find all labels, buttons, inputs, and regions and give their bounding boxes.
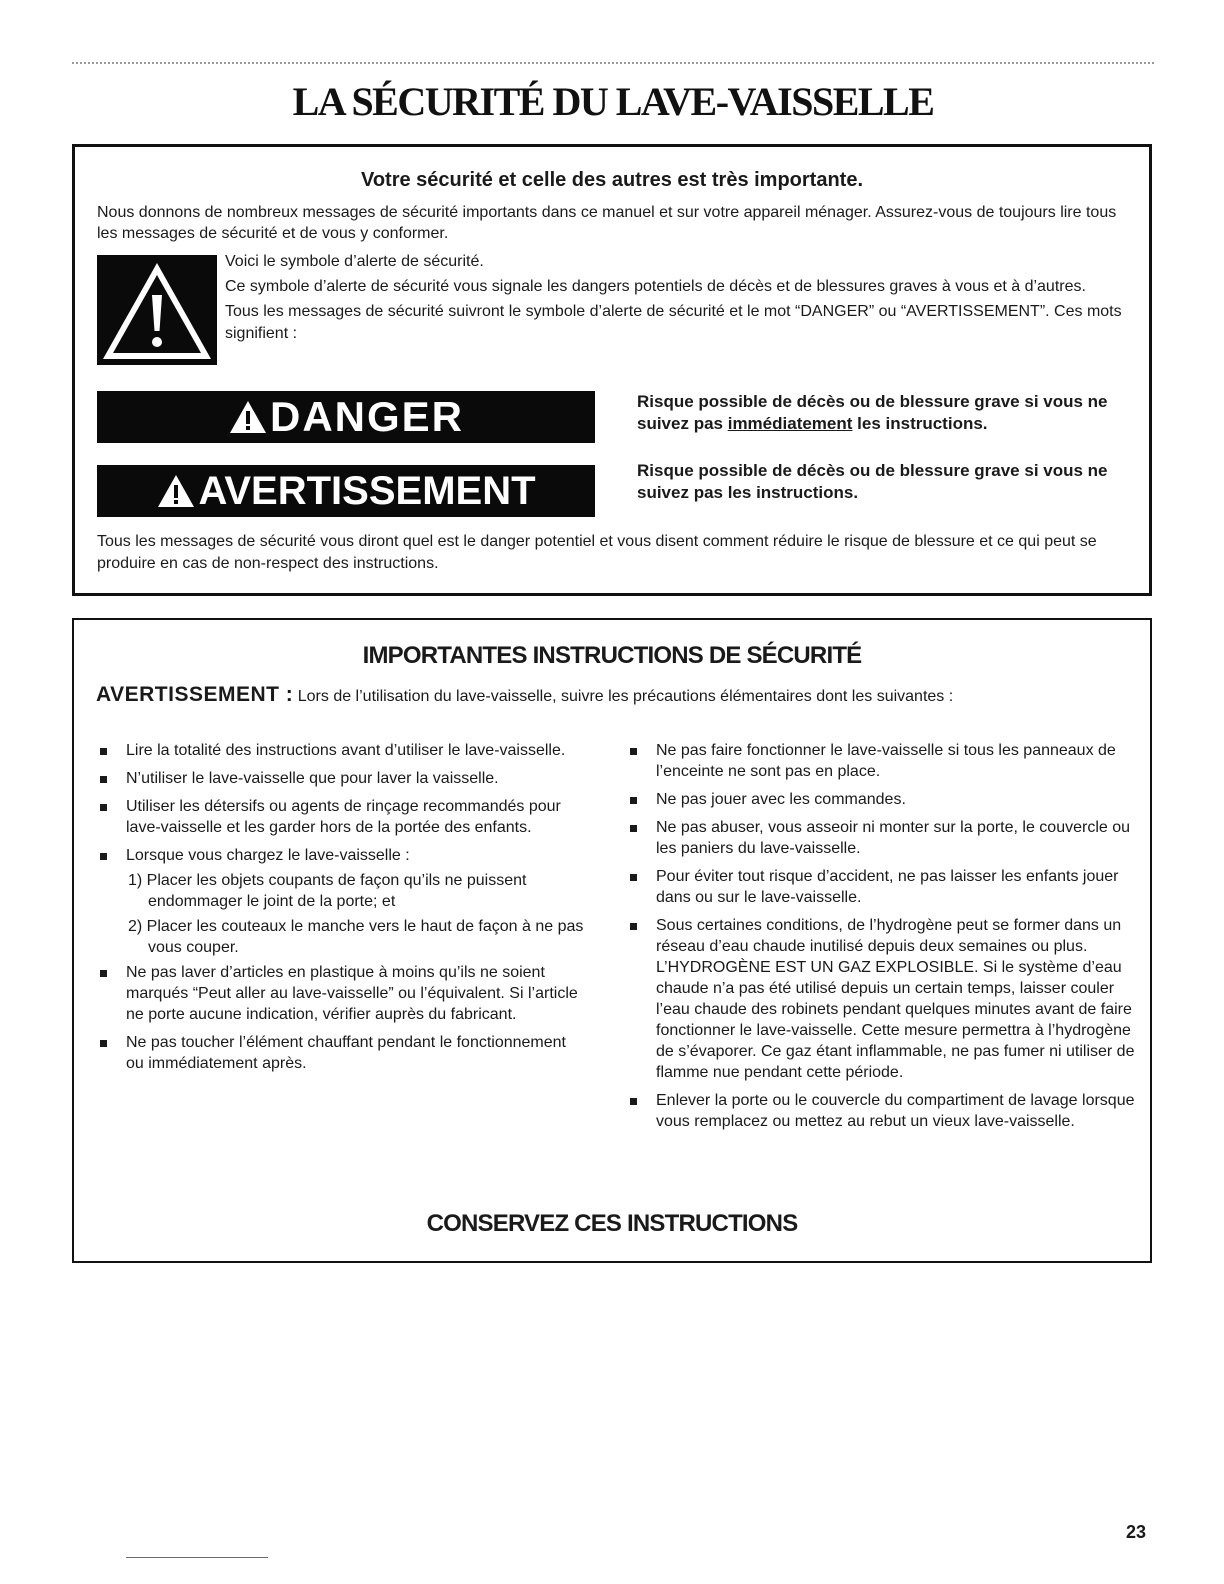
list-item: Ne pas jouer avec les commandes. (626, 789, 1136, 810)
closing-heading: CONSERVEZ CES INSTRUCTIONS (426, 1210, 798, 1237)
safety-subtitle: Votre sécurité et celle des autres est très importante. (360, 169, 864, 191)
danger-desc-text: Risque possible de décès ou de blessure grave si vous ne suivez pas (637, 392, 1108, 433)
instructions-title: IMPORTANTES INSTRUCTIONS DE SÉCURITÉ (362, 642, 862, 669)
list-item: Lorsque vous chargez le lave-vaisselle : (96, 845, 586, 866)
list-item: Ne pas laver d’articles en plastique à moins qu’ils ne soient marqués “Peut aller au lave-vaisselle” ou l’équivalent. Si l’article ne porte aucune indication, vérifier auprès du fabricant. (96, 962, 586, 1025)
lead-text: Lors de l’utilisation du lave-vaisselle, suivre les précautions élémentaires dont les suivantes : (293, 688, 954, 705)
list-item: Pour éviter tout risque d’accident, ne pas laisser les enfants jouer dans ou sur le lave-vaisselle. (626, 866, 1136, 908)
list-item: Ne pas abuser, vous asseoir ni monter sur la porte, le couvercle ou les paniers du lave-vaisselle. (626, 817, 1136, 859)
list-item: Lire la totalité des instructions avant d’utiliser le lave-vaisselle. (96, 740, 586, 761)
warning-label: AVERTISSEMENT (198, 468, 536, 513)
sub-list-item: 1) Placer les objets coupants de façon qu’ils ne puissent endommager le joint de la porte; et (128, 872, 527, 910)
list-item: Ne pas faire fonctionner le lave-vaisselle si tous les panneaux de l’enceinte ne sont pas en place. (626, 740, 1136, 782)
symbol-line: Tous les messages de sécurité suivront le symbole d’alerte de sécurité et le mot “DANGER” ou “AVERTISSEMENT”. Ces mots signifient : (225, 303, 1122, 342)
list-item: Utiliser les détersifs ou agents de rinçage recommandés pour lave-vaisselle et les garder hors de la portée des enfants. (96, 796, 586, 838)
symbol-explanation (225, 251, 1135, 348)
warning-description: Risque possible de décès ou de blessure grave si vous ne suivez pas les instructions. (637, 461, 1108, 502)
instructions-right-column (626, 740, 1136, 1139)
warning-triangle-icon (97, 255, 217, 365)
symbol-line: Ce symbole d’alerte de sécurité vous signale les dangers potentiels de décès et de blessures graves à vous et à d’autres. (225, 278, 1086, 295)
list-item: Enlever la porte ou le couvercle du compartiment de lavage lorsque vous remplacez ou mettez au rebut un vieux lave-vaisselle. (626, 1090, 1136, 1132)
footer-rule (126, 1557, 268, 1558)
danger-desc-text: les instructions. (852, 414, 988, 433)
safety-intro-text: Nous donnons de nombreux messages de sécurité importants dans ce manuel et sur votre appareil ménager. Assurez-vous de toujours lire tous les messages de sécurité et de vous y conformer. (97, 204, 1117, 242)
danger-description (637, 391, 1147, 435)
danger-signal-bar (97, 391, 595, 443)
page-number: 23 (1126, 1522, 1147, 1542)
safety-outro-text: Tous les messages de sécurité vous diront quel est le danger potentiel et vous disent comment réduire le risque de blessure et ce qui peut se produire en cas de non-respect des instructions. (97, 533, 1097, 572)
list-item: Sous certaines conditions, de l’hydrogène peut se former dans un réseau d’eau chaude inutilisé depuis deux semaines ou plus. L’HYDROGÈNE EST UN GAZ EXPLOSIBLE. Si le système d’eau chaude n’a pas été utilisé depuis un certain temps, laisser couler l’eau chaude des robinets pendant quelques minutes avant de faire fonctionner le lave-vaisselle. Cette mesure permettra à l’hydrogène de s’évaporer. Ce gaz étant inflammable, ne pas fumer ni utiliser de flamme nue pendant cette période. (626, 915, 1136, 1083)
page-title: LA SÉCURITÉ DU LAVE-VAISSELLE (292, 79, 934, 124)
list-item: N’utiliser le lave-vaisselle que pour laver la vaisselle. (96, 768, 586, 789)
warning-triangle-icon (228, 399, 268, 435)
instructions-lead (96, 684, 1126, 708)
safety-intro-box (72, 144, 1152, 596)
lead-label: AVERTISSEMENT : (96, 683, 294, 706)
top-dotted-rule (72, 62, 1154, 64)
warning-signal-bar (97, 465, 595, 517)
instructions-left-column (96, 740, 586, 1081)
symbol-line: Voici le symbole d’alerte de sécurité. (225, 253, 484, 270)
danger-label: DANGER (269, 393, 464, 440)
warning-triangle-icon (156, 473, 196, 509)
important-instructions-box (72, 618, 1152, 1263)
list-item: Ne pas toucher l’élément chauffant pendant le fonctionnement ou immédiatement après. (96, 1032, 586, 1074)
danger-desc-emphasis: immédiatement (727, 414, 853, 433)
sub-list-item: 2) Placer les couteaux le manche vers le haut de façon à ne pas vous couper. (128, 918, 584, 956)
